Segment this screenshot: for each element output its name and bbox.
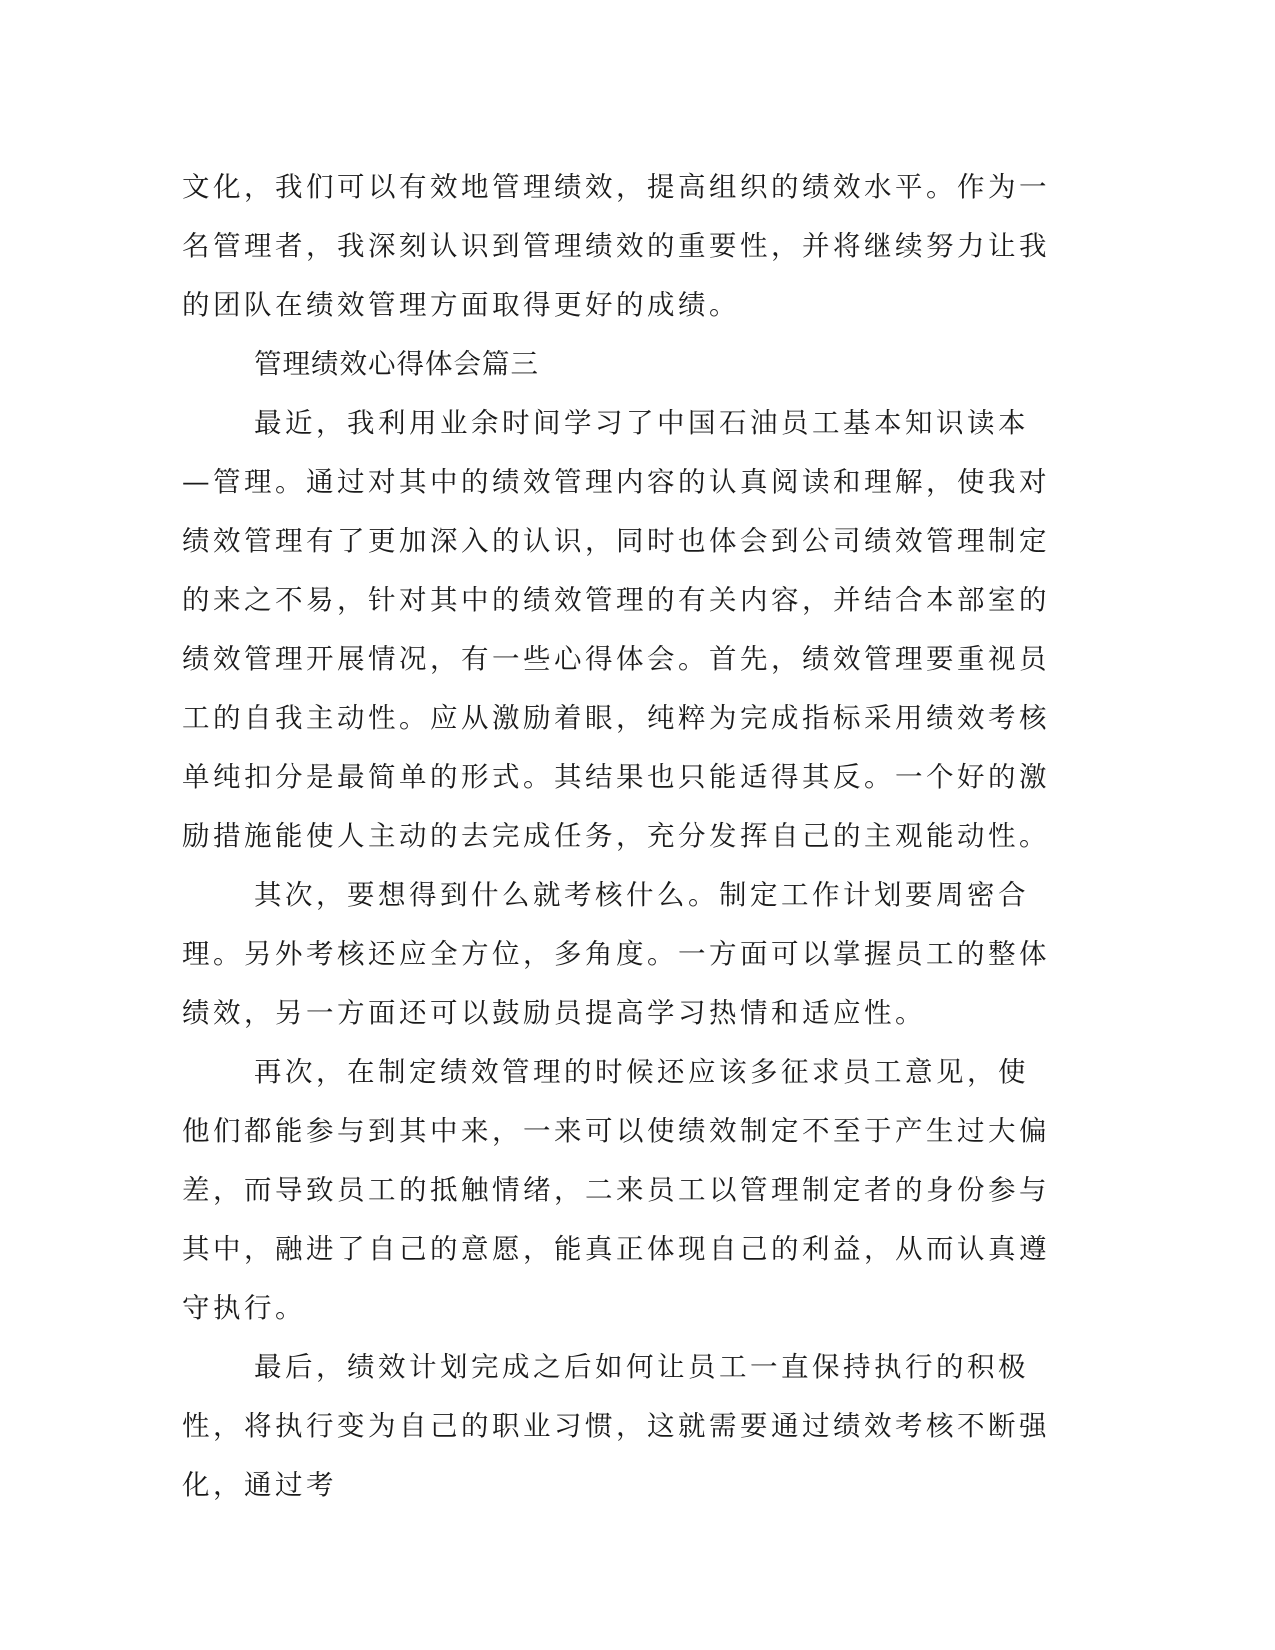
section-title: 管理绩效心得体会篇三 — [254, 348, 539, 380]
document-body — [182, 158, 1052, 1515]
paragraph-1: 最近，我利用业余时间学习了中国石油员工基本知识读本—管理。通过对其中的绩效管理内容的认真阅读和理解，使我对绩效管理有了更加深入的认识，同时也体会到公司绩效管理制定的来之不易，针对其中的绩效管理的有关内容，并结合本部室的绩效管理开展情况，有一些心得体会。首先，绩效管理要重视员工的自我主动性。应从激励着眼，纯粹为完成指标采用绩效考核单纯扣分是最简单的形式。其结果也只能适得其反。一个好的激励措施能使人主动的去完成任务，充分发挥自己的主观能动性。 — [182, 407, 1050, 852]
paragraph-2: 其次，要想得到什么就考核什么。制定工作计划要周密合理。另外考核还应全方位，多角度。一方面可以掌握员工的整体绩效，另一方面还可以鼓励员提高学习热情和适应性。 — [182, 879, 1050, 1029]
paragraph-4: 最后，绩效计划完成之后如何让员工一直保持执行的积极性，将执行变为自己的职业习惯，这就需要通过绩效考核不断强化，通过考 — [182, 1351, 1050, 1501]
continuation-paragraph: 文化，我们可以有效地管理绩效，提高组织的绩效水平。作为一名管理者，我深刻认识到管理绩效的重要性，并将继续努力让我的团队在绩效管理方面取得更好的成绩。 — [182, 171, 1050, 321]
paragraph-3: 再次，在制定绩效管理的时候还应该多征求员工意见，使他们都能参与到其中来，一来可以使绩效制定不至于产生过大偏差，而导致员工的抵触情绪，二来员工以管理制定者的身份参与其中，融进了自己的意愿，能真正体现自己的利益，从而认真遵守执行。 — [182, 1056, 1050, 1324]
